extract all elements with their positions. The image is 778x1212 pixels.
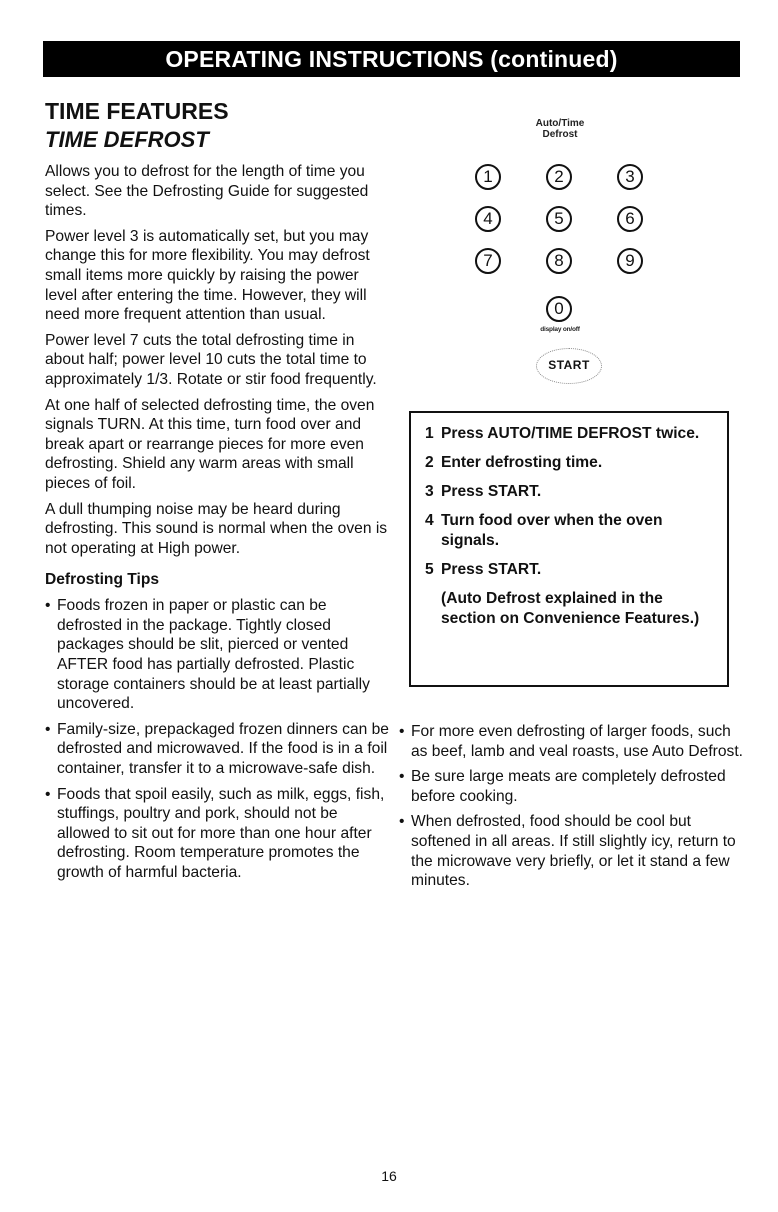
intro-paragraph: Allows you to defrost for the length of time you select. See the Defrosting Guide for suggested times. bbox=[45, 163, 369, 220]
auto-time-defrost-label bbox=[522, 118, 598, 140]
page-number: 16 bbox=[381, 1168, 397, 1184]
list-item-text: Foods frozen in paper or plastic can be defrosted in the package. Tightly closed packages should be slit, pierced or vented AFTER food has partially defrosted. Plastic storage containers should be at least partially uncovered. bbox=[57, 597, 370, 713]
step-text: Enter defrosting time. bbox=[441, 454, 603, 471]
step-item bbox=[425, 560, 715, 580]
tips-list-left bbox=[45, 596, 390, 882]
key-6[interactable]: 6 bbox=[617, 206, 643, 232]
turn-signal-paragraph: At one half of selected defrosting time, the oven signals TURN. At this time, turn food over and break apart or rearrange pieces for more even defrosting. Shield any warm areas with small pieces of foil. bbox=[45, 396, 375, 492]
list-item-text: Foods that spoil easily, such as milk, eggs, fish, stuffings, poultry and pork, should not be allowed to sit out for more than one hour after defrosting. Room temperature promotes the growth of harmful bacteria. bbox=[57, 785, 385, 881]
start-key[interactable]: START bbox=[536, 348, 602, 384]
section-subtitle: TIME DEFROST bbox=[45, 127, 209, 152]
step-text: Turn food over when the oven signals. bbox=[441, 512, 663, 549]
noise-paragraph: A dull thumping noise may be heard during defrosting. This sound is normal when the oven is not operating at High power. bbox=[45, 500, 388, 557]
step-text: Press START. bbox=[441, 483, 542, 500]
auto-defrost-note: (Auto Defrost explained in the section on Convenience Features.) bbox=[441, 590, 700, 627]
bullet-icon: • bbox=[45, 720, 51, 738]
list-item bbox=[45, 720, 390, 779]
power-time-paragraph: Power level 7 cuts the total defrosting time in about half; power level 10 cuts the total time to approximately 1/3. Rotate or stir food frequently. bbox=[45, 331, 377, 388]
keypad-diagram bbox=[460, 118, 660, 403]
bullet-icon: • bbox=[399, 723, 405, 740]
list-item bbox=[45, 785, 390, 883]
section-banner: OPERATING INSTRUCTIONS (continued) bbox=[43, 41, 740, 77]
list-item bbox=[45, 596, 390, 714]
list-item-text: Family-size, prepackaged frozen dinners can be defrosted and microwaved. If the food is in a foil container, transfer it to a microwave-safe dish. bbox=[57, 720, 389, 778]
list-item bbox=[399, 722, 744, 761]
power-level-paragraph: Power level 3 is automatically set, but you may change this for more flexibility. You may defrost small items more quickly by raising the power level after entering the time. However, they will need more frequent attention than usual. bbox=[45, 227, 370, 324]
key-9[interactable]: 9 bbox=[617, 248, 643, 274]
display-on-off-label: display on/off bbox=[540, 326, 580, 333]
list-item bbox=[399, 767, 744, 806]
step-item bbox=[425, 424, 715, 444]
step-number: 5 bbox=[425, 561, 434, 578]
step-item bbox=[425, 482, 715, 502]
list-item-text: When defrosted, food should be cool but softened in all areas. If still slightly icy, return to the microwave very briefly, or let it stand a few minutes. bbox=[411, 813, 736, 890]
key-4[interactable]: 4 bbox=[475, 206, 501, 232]
list-item bbox=[399, 812, 744, 890]
left-column bbox=[45, 98, 390, 889]
key-1[interactable]: 1 bbox=[475, 164, 501, 190]
step-number: 3 bbox=[425, 483, 434, 500]
key-3[interactable]: 3 bbox=[617, 164, 643, 190]
step-item bbox=[425, 453, 715, 473]
right-column bbox=[399, 716, 744, 897]
key-2[interactable]: 2 bbox=[546, 164, 572, 190]
bullet-icon: • bbox=[399, 813, 405, 831]
list-item-text: Be sure large meats are completely defrosted before cooking. bbox=[411, 768, 726, 805]
auto-time-label-line: Auto/Time bbox=[535, 118, 585, 129]
step-text: Press AUTO/TIME DEFROST twice. bbox=[441, 425, 700, 442]
step-number: 4 bbox=[425, 512, 434, 529]
list-item-text: For more even defrosting of larger foods, such as beef, lamb and veal roasts, use Auto Defrost. bbox=[411, 723, 743, 760]
bullet-icon: • bbox=[399, 768, 405, 786]
bullet-icon: • bbox=[45, 785, 51, 803]
steps-box bbox=[409, 411, 729, 687]
step-number: 1 bbox=[425, 425, 434, 442]
step-item bbox=[425, 511, 715, 551]
bullet-icon: • bbox=[45, 597, 51, 615]
section-title: TIME FEATURES bbox=[45, 98, 229, 124]
tips-heading: Defrosting Tips bbox=[45, 571, 160, 589]
defrost-label-line: Defrost bbox=[542, 129, 578, 140]
step-number: 2 bbox=[425, 454, 434, 471]
key-8[interactable]: 8 bbox=[546, 248, 572, 274]
step-text: Press START. bbox=[441, 561, 542, 578]
key-5[interactable]: 5 bbox=[546, 206, 572, 232]
tips-list-right bbox=[399, 722, 744, 891]
key-0[interactable]: 0 bbox=[546, 296, 572, 322]
key-7[interactable]: 7 bbox=[475, 248, 501, 274]
